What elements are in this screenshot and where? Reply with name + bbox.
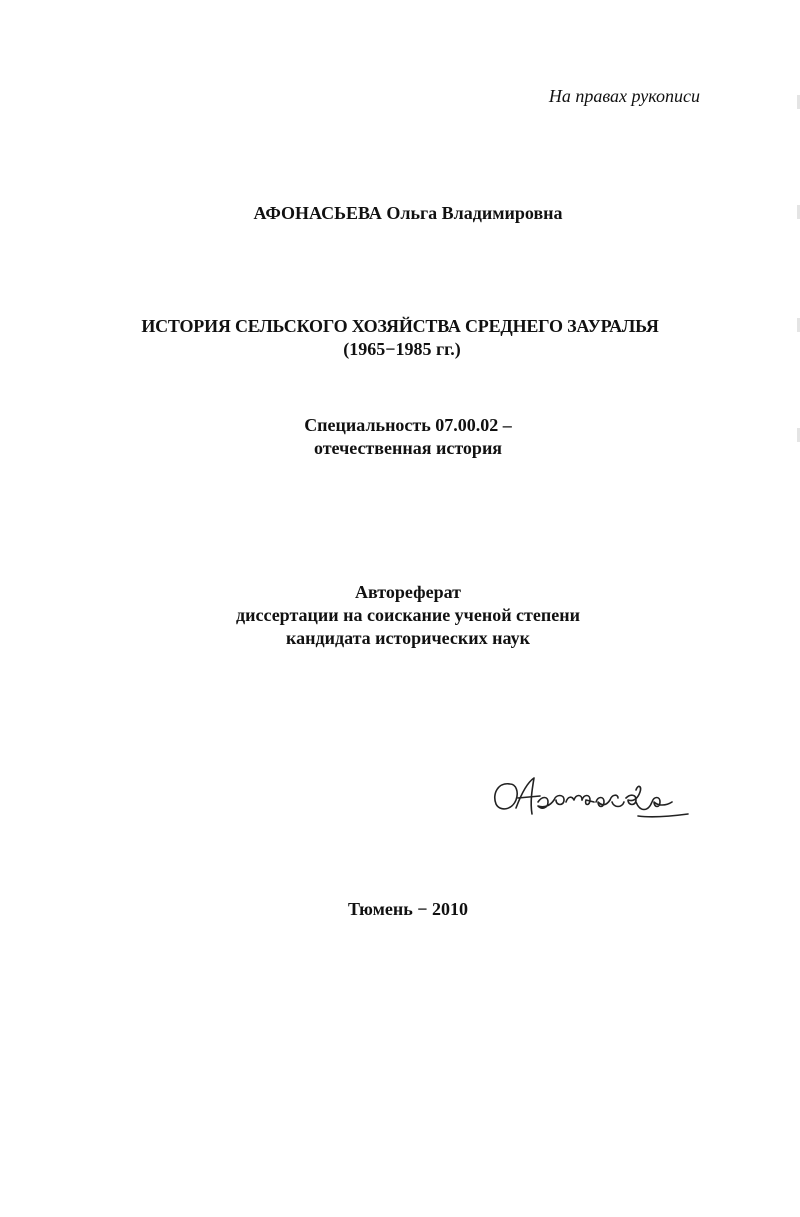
title-line-1: ИСТОРИЯ СЕЛЬСКОГО ХОЗЯЙСТВА СРЕДНЕГО ЗАУРАЛЬЯ: [141, 316, 659, 336]
specialty-line-1: Специальность 07.00.02 –: [304, 415, 512, 435]
dissertation-title: [0, 315, 800, 361]
abstract-line-3: кандидата исторических наук: [286, 628, 530, 648]
title-line-2: (1965−1985 гг.): [343, 339, 461, 359]
abstract-line-2: диссертации на соискание ученой степени: [236, 605, 580, 625]
abstract-description: [8, 581, 800, 650]
scan-edge-marks: [796, 0, 800, 1217]
abstract-line-1: Автореферат: [355, 582, 461, 602]
city-year: Тюмень − 2010: [347, 899, 469, 919]
specialty-line-2: отечественная история: [313, 438, 503, 458]
rights-notice: На правах рукописи: [548, 86, 700, 106]
handwritten-signature: [488, 772, 698, 832]
specialty: [8, 414, 800, 460]
author-name: АФОНАСЬЕВА Ольга Владимировна: [253, 203, 563, 223]
